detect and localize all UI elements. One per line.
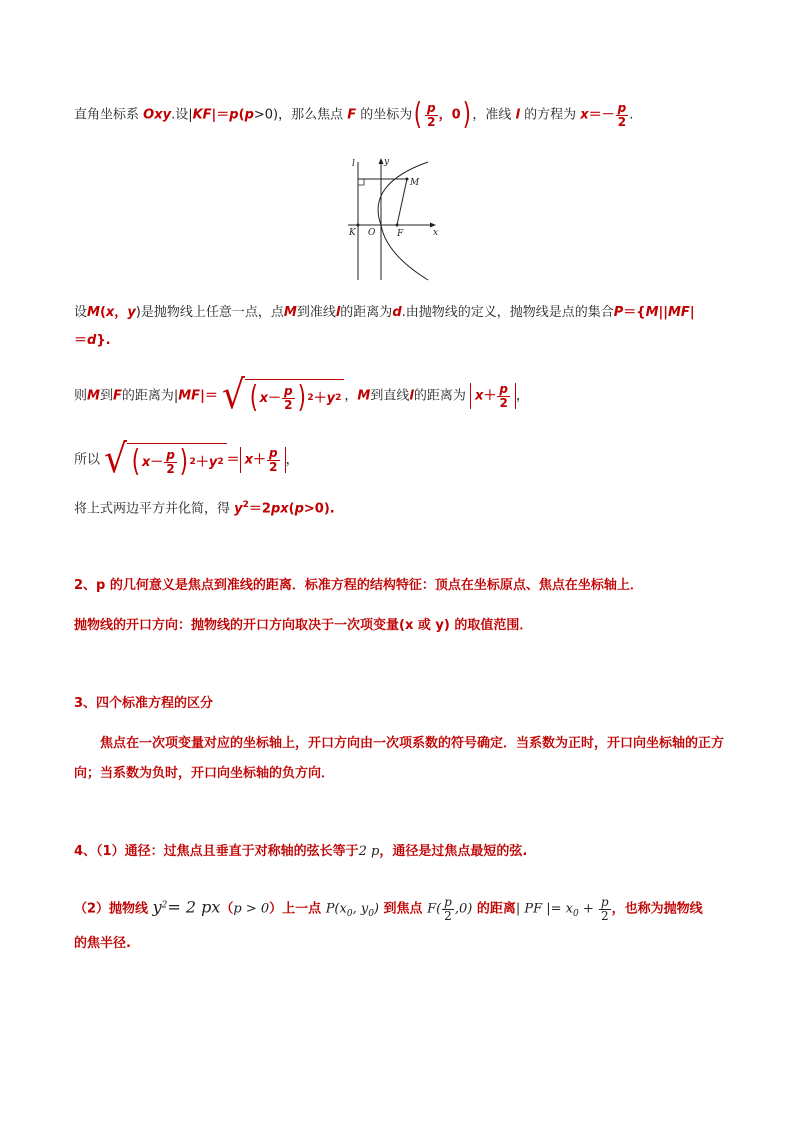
parabola-curve — [378, 162, 428, 280]
math-l: l — [515, 107, 520, 123]
text: 则 — [74, 388, 88, 404]
text: 设 — [74, 305, 88, 320]
right-paren: ) — [462, 97, 471, 132]
math-M: M — [357, 388, 371, 404]
text: 到焦点 — [379, 901, 428, 917]
math-y: y — [326, 390, 336, 406]
math-y: y — [234, 501, 243, 517]
text: ，也称为抛物线 — [611, 901, 703, 917]
math-y: y — [127, 305, 136, 320]
text: 的坐标为 — [356, 107, 413, 123]
sqrt-sign: √ — [104, 436, 128, 482]
numerator: p — [617, 100, 627, 115]
text: 到直线 — [370, 388, 410, 404]
sec2-geometric-meaning: 2、p 的几何意义是焦点到准线的距离．标准方程的结构特征：顶点在坐标原点、焦点在坐标轴上． — [74, 578, 643, 593]
sqrt-body — [127, 443, 226, 477]
text: ＋ — [313, 390, 327, 406]
subscript: 0 — [346, 909, 353, 920]
text: || — [658, 305, 668, 320]
sec2-opening-direction: 抛物线的开口方向：抛物线的开口方向取决于一次项变量(x 或 y) 的取值范围． — [74, 618, 533, 633]
right-paren: ) — [297, 380, 306, 415]
point-F — [396, 224, 399, 227]
fraction-p-over-2 — [442, 896, 454, 922]
label-y: y — [384, 157, 390, 167]
text: ， — [114, 305, 128, 320]
text: （ — [220, 901, 234, 917]
denominator: 2 — [284, 397, 293, 412]
denominator: 2 — [600, 908, 609, 923]
fraction-p-over-2 — [599, 896, 611, 922]
sqrt-expression — [221, 372, 344, 418]
text: 的距离 — [472, 901, 516, 917]
math-l: l — [409, 388, 414, 404]
absolute-value — [240, 447, 286, 473]
text: ， — [285, 452, 299, 468]
math-l: l — [335, 305, 341, 320]
point-K — [357, 224, 360, 227]
math-2p: 2 p — [358, 844, 380, 859]
label-O: O — [368, 228, 376, 238]
sec4-focal-radius — [74, 896, 703, 922]
text: 到准线 — [296, 305, 336, 320]
fraction-p-over-2 — [497, 383, 510, 409]
fraction-p-over-2 — [616, 102, 629, 128]
text: |＝ — [200, 388, 218, 404]
denominator: 2 — [269, 459, 278, 474]
denominator: 2 — [444, 908, 452, 923]
text: 的距离为 — [340, 305, 393, 320]
numerator: p — [166, 447, 175, 462]
line-so-equation — [74, 436, 299, 482]
math-d: d — [392, 305, 402, 320]
text: 将上式两边平方并化简，得 — [74, 501, 235, 517]
label-F: F — [397, 229, 404, 239]
text: 所以 — [74, 452, 101, 468]
sec4-focal-radius-cont: 的焦半径. — [74, 936, 131, 951]
text: |＝ — [211, 107, 230, 123]
math-x: x — [259, 390, 269, 406]
segment-MF — [397, 179, 407, 225]
text: )是抛物线上任意一点，点 — [135, 305, 284, 320]
math-focus: ,0) — [454, 901, 473, 917]
math-distance: | PF |= x — [515, 901, 574, 917]
line-simplify — [74, 501, 335, 515]
math-M: M — [283, 305, 297, 320]
text: 4、（1）通径：过焦点且垂直于对称轴的弦长等于 — [74, 844, 359, 859]
text: 的距离为| — [121, 388, 179, 404]
sqrt-sign: √ — [221, 372, 245, 418]
math-point: , y — [352, 901, 369, 917]
text: ＝2 — [248, 501, 271, 517]
math-condition: p > 0 — [233, 901, 270, 917]
text: （2）抛物线 — [74, 901, 153, 917]
text: | — [689, 305, 695, 320]
text: － — [268, 390, 282, 406]
numerator: p — [427, 100, 436, 115]
absolute-value — [470, 383, 516, 409]
text: ( — [238, 107, 245, 123]
point-M — [406, 178, 409, 181]
math-point: P(x — [325, 901, 347, 917]
numerator: p — [284, 383, 293, 398]
numerator: p — [444, 895, 452, 909]
math-2px: = 2 px — [167, 897, 221, 917]
sec3-body: 焦点在一次项变量对应的坐标轴上，开口方向由一次项系数的符号确定．当系数为正时，开口向坐标轴的正方向；当系数为负时，开口向坐标轴的负方向． — [74, 736, 725, 781]
line-coordinate-setup — [74, 97, 634, 132]
exponent: 2 — [242, 500, 249, 510]
math-M: M — [87, 305, 100, 320]
math-P: P — [613, 305, 624, 320]
right-paren: ) — [179, 444, 188, 479]
text: ，0 — [438, 107, 461, 123]
math-F: F — [112, 388, 122, 404]
math-x: x — [141, 454, 151, 470]
y-axis-arrow — [379, 158, 384, 164]
math-d: d — [87, 333, 97, 348]
math-point: ) — [373, 901, 379, 917]
parabola-diagram — [340, 150, 452, 285]
math-px: px — [270, 501, 289, 517]
x-axis-arrow — [430, 223, 436, 228]
sqrt-body — [245, 379, 344, 413]
fraction-p-over-2 — [164, 449, 177, 475]
text: ，通径是过焦点最短的弦. — [379, 844, 528, 859]
text: ( — [99, 305, 106, 320]
math-y: y — [208, 454, 218, 470]
math-x: x — [474, 388, 484, 404]
text: >0). — [303, 501, 335, 517]
denominator: 2 — [166, 461, 175, 476]
math-p: p — [229, 107, 239, 123]
text: 到 — [99, 388, 113, 404]
math-p: p — [294, 501, 304, 517]
text: ， — [515, 388, 529, 404]
exponent: 2 — [307, 392, 314, 403]
text: 的距离为 — [413, 388, 466, 404]
math-M: M — [645, 305, 659, 320]
exponent: 2 — [335, 392, 342, 403]
math-MF: MF — [178, 388, 201, 404]
text: ＋ — [252, 452, 266, 468]
exponent: 2 — [217, 456, 224, 467]
label-x: x — [433, 228, 439, 238]
math-focus: F( — [427, 901, 442, 917]
text: ， — [344, 388, 358, 404]
numerator: p — [499, 381, 508, 396]
denominator: 2 — [499, 395, 508, 410]
right-angle-mark — [358, 179, 364, 185]
text: .由抛物线的定义，抛物线是点的集合 — [401, 305, 614, 320]
text: }. — [96, 333, 111, 348]
text: >0)，那么焦点 — [253, 107, 348, 123]
text: ）上一点 — [269, 901, 326, 917]
left-paren: ( — [131, 444, 141, 479]
exponent: 2 — [161, 900, 168, 911]
text: ＝－ — [588, 107, 615, 123]
text: － — [150, 454, 164, 470]
exponent: 2 — [189, 456, 196, 467]
subscript: 0 — [573, 909, 579, 920]
math-oxy: Oxy — [143, 107, 172, 123]
line-parabola-definition-cont — [74, 334, 111, 347]
sec3-title: 3、四个标准方程的区分 — [74, 696, 214, 711]
math-M: M — [87, 388, 100, 404]
numerator: p — [269, 445, 278, 460]
text: ，准线 — [472, 107, 516, 123]
text: ＋ — [483, 388, 497, 404]
fraction-p-over-2 — [282, 385, 295, 411]
math-y: y — [152, 897, 162, 917]
denominator: 2 — [427, 114, 436, 129]
left-paren: ( — [249, 380, 258, 415]
sqrt-expression — [104, 436, 226, 482]
text: ＋ — [195, 454, 209, 470]
math-kf: KF — [192, 107, 212, 123]
math-plus: + — [578, 901, 598, 917]
sec4-latus-rectum — [74, 845, 527, 858]
label-M: M — [410, 178, 420, 188]
text: ＝ — [226, 452, 240, 468]
label-K: K — [349, 228, 356, 238]
text: ＝{ — [623, 305, 646, 320]
numerator: p — [600, 895, 609, 909]
denominator: 2 — [617, 114, 627, 129]
left-paren: ( — [414, 97, 423, 132]
text: . — [629, 107, 634, 123]
math-F: F — [347, 107, 357, 123]
math-p: p — [244, 107, 254, 123]
label-l: l — [352, 159, 355, 169]
math-x: x — [244, 452, 253, 468]
text: .设| — [171, 107, 193, 123]
text: 直角坐标系 — [74, 107, 144, 123]
math-x: x — [105, 305, 115, 320]
text: ＝ — [74, 333, 88, 348]
subscript: 0 — [368, 909, 374, 920]
fraction-p-over-2 — [267, 447, 280, 473]
math-MF: MF — [668, 305, 690, 320]
fraction-p-over-2 — [425, 102, 438, 128]
text: ( — [288, 501, 295, 517]
math-x: x — [580, 107, 589, 123]
line-distance-mf — [74, 372, 529, 418]
text: 的方程为 — [519, 107, 581, 123]
line-parabola-definition — [74, 306, 695, 319]
